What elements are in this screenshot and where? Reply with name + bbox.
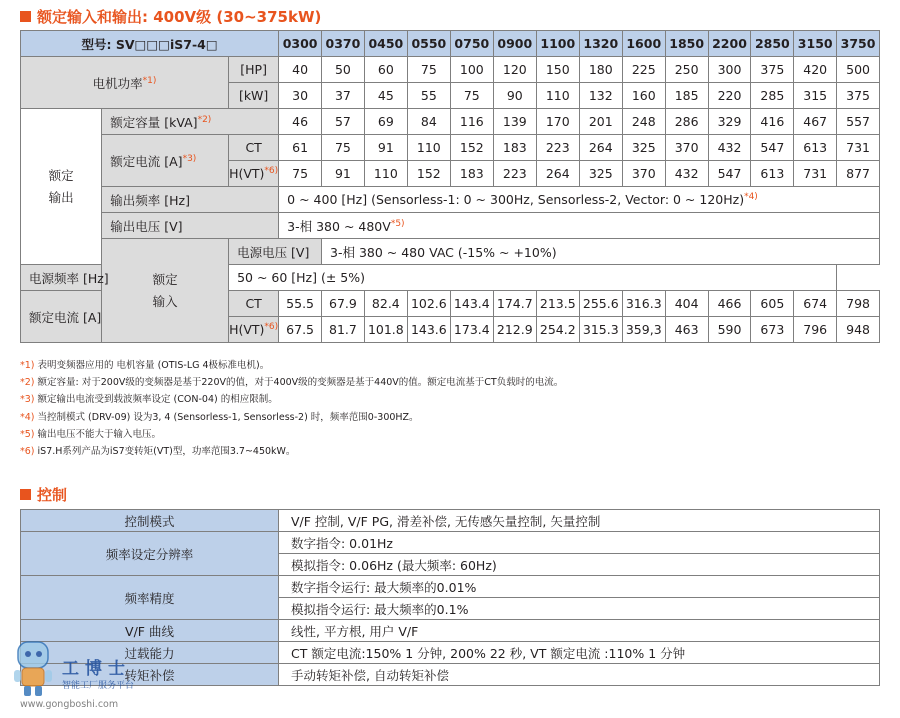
table-cell: 150 (536, 57, 579, 83)
table-cell: 264 (579, 135, 622, 161)
table-cell: 75 (279, 161, 322, 187)
model-cell: 1850 (665, 31, 708, 57)
table-cell: 250 (665, 57, 708, 83)
table-cell: 120 (493, 57, 536, 83)
table-cell: 143.4 (450, 291, 493, 317)
table-cell: 315 (794, 83, 837, 109)
table-cell: 370 (665, 135, 708, 161)
output-capacity-row (21, 109, 880, 135)
rated-spec-table (20, 30, 880, 343)
table-cell: 285 (751, 83, 794, 109)
accuracy-digital: 数字指令运行: 最大频率的0.01% (279, 576, 880, 598)
input-group-label: 额定 输入 (102, 239, 229, 343)
table-cell: 404 (665, 291, 708, 317)
table-cell: 170 (536, 109, 579, 135)
table-cell: 948 (837, 317, 880, 343)
model-header-row (21, 31, 880, 57)
motor-power-label: 电机功率$^{*1)}$ (21, 57, 229, 109)
overload-value: CT 额定电流:150% 1 分钟, 200% 22 秒, VT 额定电流 :110% 1 分钟 (279, 642, 880, 664)
table-cell: 673 (751, 317, 794, 343)
footnote: *4) 当控制模式 (DRV-09) 设为3, 4 (Sensorless-1, Sensorless-2) 时，频率范围0-300HZ。 (20, 411, 419, 423)
input-frequency-row (21, 265, 880, 291)
footnote: *2) 额定容量: 对于200V级的变频器是基于220V的值，对于400V级的变频器是基于440V的值。额定电流基于CT负载时的电流。 (20, 377, 564, 389)
vf-curve-value: 线性, 平方根, 用户 V/F (279, 620, 880, 642)
watermark-url: www.gongboshi.com (20, 699, 119, 710)
table-cell: 325 (579, 161, 622, 187)
table-cell: 223 (536, 135, 579, 161)
table-cell: 173.4 (450, 317, 493, 343)
model-cell: 0900 (493, 31, 536, 57)
table-cell: 605 (751, 291, 794, 317)
watermark-brand: 工博士 (62, 659, 131, 679)
table-cell: 359,3 (622, 317, 665, 343)
table-cell: 69 (364, 109, 407, 135)
overload-label: 过载能力 (21, 642, 279, 664)
table-cell: 416 (751, 109, 794, 135)
table-cell: 160 (622, 83, 665, 109)
control-mode-value: V/F 控制, V/F PG, 滑差补偿, 无传感矢量控制, 矢量控制 (279, 510, 880, 532)
table-cell: 110 (364, 161, 407, 187)
table-cell: 375 (751, 57, 794, 83)
table-cell: 46 (279, 109, 322, 135)
model-cell: 1320 (579, 31, 622, 57)
table-cell: 370 (622, 161, 665, 187)
table-cell: 212.9 (493, 317, 536, 343)
table-cell: 316.3 (622, 291, 665, 317)
table-cell: 101.8 (364, 317, 407, 343)
table-cell: 30 (279, 83, 322, 109)
resolution-row-1 (21, 532, 880, 554)
output-frequency-label: 输出频率 [Hz] (102, 187, 279, 213)
table-cell: 139 (493, 109, 536, 135)
table-cell: 60 (364, 57, 407, 83)
resolution-digital: 数字指令: 0.01Hz (279, 532, 880, 554)
vt-label: H(VT)$^{*6)}$ (229, 161, 279, 187)
footnote: *6) iS7.H系列产品为iS7变转矩(VT)型，功率范围3.7~450kW。 (20, 446, 296, 458)
footnote: *3) 额定输出电流受到载波频率设定 (CON-04) 的相应限制。 (20, 394, 278, 406)
table-cell: 183 (450, 161, 493, 187)
capacity-label: 额定容量 [kVA]$^{*2)}$ (102, 109, 279, 135)
table-cell: 110 (407, 135, 450, 161)
section-title-text: 额定输入和输出: 400V级 (30~375kW) (37, 8, 322, 26)
table-cell: 45 (364, 83, 407, 109)
accuracy-row-1 (21, 576, 880, 598)
table-cell: 185 (665, 83, 708, 109)
table-cell: 143.6 (407, 317, 450, 343)
model-cell: 3150 (794, 31, 837, 57)
table-cell: 183 (493, 135, 536, 161)
model-cell: 0300 (279, 31, 322, 57)
accuracy-analog: 模拟指令运行: 最大频率的0.1% (279, 598, 880, 620)
table-cell: 90 (493, 83, 536, 109)
vt-label: H(VT)$^{*6)}$ (229, 317, 279, 343)
table-cell: 375 (837, 83, 880, 109)
footnote: *1) 表明变频器应用的 电机容量 (OTIS-LG 4极标准电机)。 (20, 360, 270, 371)
table-cell: 325 (622, 135, 665, 161)
resolution-analog: 模拟指令: 0.06Hz (最大频率: 60Hz) (279, 554, 880, 576)
vf-curve-label: V/F 曲线 (21, 620, 279, 642)
unit-hp: [HP] (229, 57, 279, 83)
ct-label: CT (229, 135, 279, 161)
table-cell: 254.2 (536, 317, 579, 343)
output-frequency-value: 0 ~ 400 [Hz] (Sensorless-1: 0 ~ 300Hz, Sensorless-2, Vector: 0 ~ 120Hz)$^{*4)}$ (279, 187, 880, 213)
model-cell: 0450 (364, 31, 407, 57)
table-cell: 255.6 (579, 291, 622, 317)
table-cell: 84 (407, 109, 450, 135)
model-cell: 1100 (536, 31, 579, 57)
table-cell: 75 (322, 135, 365, 161)
model-cell: 0750 (450, 31, 493, 57)
table-cell: 82.4 (364, 291, 407, 317)
model-cell: 0370 (322, 31, 365, 57)
supply-voltage-label: 电源电压 [V] (229, 239, 322, 265)
model-cell: 3750 (837, 31, 880, 57)
table-cell: 50 (322, 57, 365, 83)
section-title-rated (20, 6, 321, 27)
table-cell: 463 (665, 317, 708, 343)
table-cell: 877 (837, 161, 880, 187)
table-cell: 152 (450, 135, 493, 161)
torque-boost-value: 手动转矩补偿, 自动转矩补偿 (279, 664, 880, 686)
control-mode-row (21, 510, 880, 532)
output-frequency-row (21, 187, 880, 213)
table-cell: 557 (837, 109, 880, 135)
table-cell: 102.6 (407, 291, 450, 317)
table-cell: 213.5 (536, 291, 579, 317)
table-cell: 731 (794, 161, 837, 187)
resolution-label: 频率设定分辨率 (21, 532, 279, 576)
section-title-control (20, 484, 67, 505)
table-cell: 432 (708, 135, 751, 161)
model-cell: 1600 (622, 31, 665, 57)
table-cell: 110 (536, 83, 579, 109)
table-cell: 590 (708, 317, 751, 343)
square-bullet-icon (20, 11, 31, 22)
output-current-label: 额定电流 $[A]^{*3)}$ (102, 135, 229, 187)
model-cell: 2200 (708, 31, 751, 57)
supply-frequency-label: 电源频率 [Hz] (21, 265, 229, 291)
table-cell: 264 (536, 161, 579, 187)
table-cell: 174.7 (493, 291, 536, 317)
table-cell: 223 (493, 161, 536, 187)
table-cell: 180 (579, 57, 622, 83)
table-cell: 315.3 (579, 317, 622, 343)
model-label: 型号: SV□□□iS7-4□ (21, 31, 279, 57)
watermark-subtitle: 智能工厂服务平台 (62, 681, 135, 691)
output-current-ct-row (21, 135, 880, 161)
table-cell: 91 (322, 161, 365, 187)
table-cell: 796 (794, 317, 837, 343)
unit-kw: [kW] (229, 83, 279, 109)
table-cell: 152 (407, 161, 450, 187)
table-cell: 420 (794, 57, 837, 83)
supply-frequency-value: 50 ~ 60 [Hz] (± 5%) (229, 265, 837, 291)
table-cell: 91 (364, 135, 407, 161)
table-cell: 132 (579, 83, 622, 109)
table-cell: 201 (579, 109, 622, 135)
table-cell: 40 (279, 57, 322, 83)
table-cell: 731 (837, 135, 880, 161)
control-mode-label: 控制模式 (21, 510, 279, 532)
motor-power-hp-row (21, 57, 880, 83)
table-cell: 220 (708, 83, 751, 109)
table-cell: 466 (708, 291, 751, 317)
table-cell: 286 (665, 109, 708, 135)
model-cell: 0550 (407, 31, 450, 57)
table-cell: 547 (708, 161, 751, 187)
table-cell: 432 (665, 161, 708, 187)
table-cell: 57 (322, 109, 365, 135)
ct-label: CT (229, 291, 279, 317)
table-cell: 75 (407, 57, 450, 83)
table-cell: 37 (322, 83, 365, 109)
output-voltage-label: 输出电压 [V] (102, 213, 279, 239)
table-cell: 500 (837, 57, 880, 83)
square-bullet-icon (20, 489, 31, 500)
table-cell: 81.7 (322, 317, 365, 343)
table-cell: 116 (450, 109, 493, 135)
output-voltage-row (21, 213, 880, 239)
table-cell: 55 (407, 83, 450, 109)
torque-boost-label: 转矩补偿 (21, 664, 279, 686)
table-cell: 225 (622, 57, 665, 83)
input-current-label: 额定电流 [A] (21, 291, 102, 343)
table-cell: 248 (622, 109, 665, 135)
section-title-text: 控制 (37, 486, 68, 504)
model-cell: 2850 (751, 31, 794, 57)
table-cell: 75 (450, 83, 493, 109)
table-cell: 67.9 (322, 291, 365, 317)
table-cell: 300 (708, 57, 751, 83)
table-cell: 674 (794, 291, 837, 317)
table-cell: 55.5 (279, 291, 322, 317)
output-group-label: 额定 输出 (21, 109, 102, 265)
table-cell: 613 (751, 161, 794, 187)
table-cell: 67.5 (279, 317, 322, 343)
table-cell: 329 (708, 109, 751, 135)
table-cell: 100 (450, 57, 493, 83)
table-cell: 547 (751, 135, 794, 161)
table-cell: 467 (794, 109, 837, 135)
input-voltage-row (21, 239, 880, 265)
supply-voltage-value: 3-相 380 ~ 480 VAC (-15% ~ +10%) (322, 239, 880, 265)
table-cell: 613 (794, 135, 837, 161)
table-cell: 798 (837, 291, 880, 317)
output-voltage-value: 3-相 380 ~ $480V^{*5)}$ (279, 213, 880, 239)
accuracy-label: 频率精度 (21, 576, 279, 620)
footnote: *5) 输出电压不能大于输入电压。 (20, 428, 162, 440)
footnotes (20, 357, 563, 460)
table-cell: 61 (279, 135, 322, 161)
